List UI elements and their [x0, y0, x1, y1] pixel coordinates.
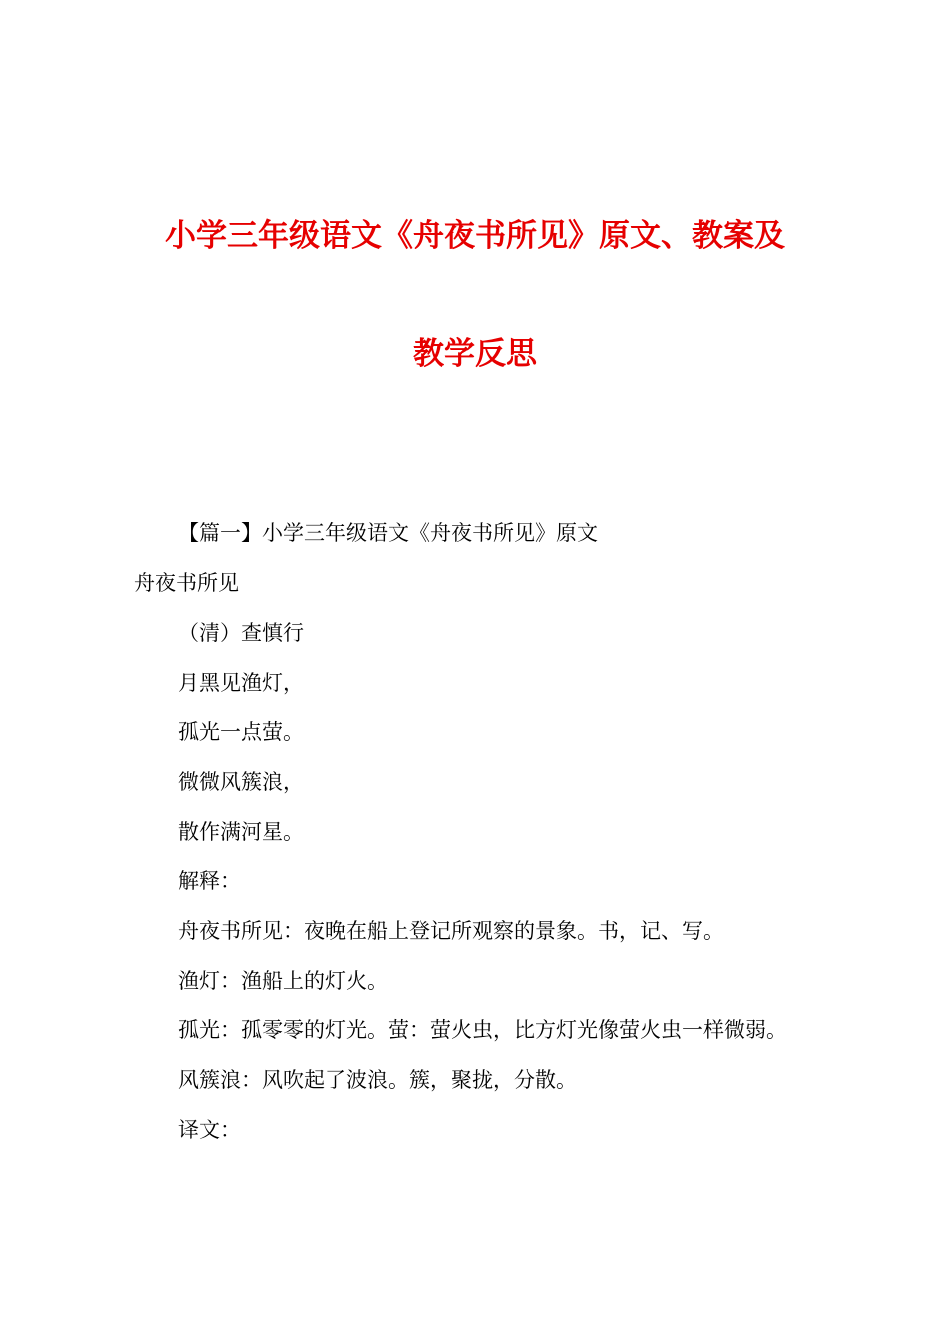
- annotation-item: 渔灯：渔船上的灯火。: [178, 969, 388, 993]
- annotation-heading: 解释：: [178, 869, 241, 893]
- poem-line: 月黑见渔灯，: [178, 671, 304, 695]
- annotation-item: 舟夜书所见：夜晚在船上登记所观察的景象。书，记、写。: [178, 919, 724, 943]
- document-title-line-1: 小学三年级语文《舟夜书所见》原文、教案及: [165, 218, 785, 254]
- section-heading: 【篇一】小学三年级语文《舟夜书所见》原文: [178, 521, 598, 545]
- poem-author: （清）查慎行: [178, 621, 304, 645]
- poem-line: 散作满河星。: [178, 820, 304, 844]
- document-title-line-2: 教学反思: [413, 336, 537, 372]
- translation-heading: 译文：: [178, 1118, 241, 1142]
- poem-line: 孤光一点萤。: [178, 720, 304, 744]
- poem-line: 微微风簇浪，: [178, 770, 304, 794]
- annotation-item: 风簇浪：风吹起了波浪。簇，聚拢，分散。: [178, 1068, 577, 1092]
- annotation-item: 孤光：孤零零的灯光。萤：萤火虫，比方灯光像萤火虫一样微弱。: [178, 1018, 787, 1042]
- poem-title: 舟夜书所见: [134, 571, 239, 595]
